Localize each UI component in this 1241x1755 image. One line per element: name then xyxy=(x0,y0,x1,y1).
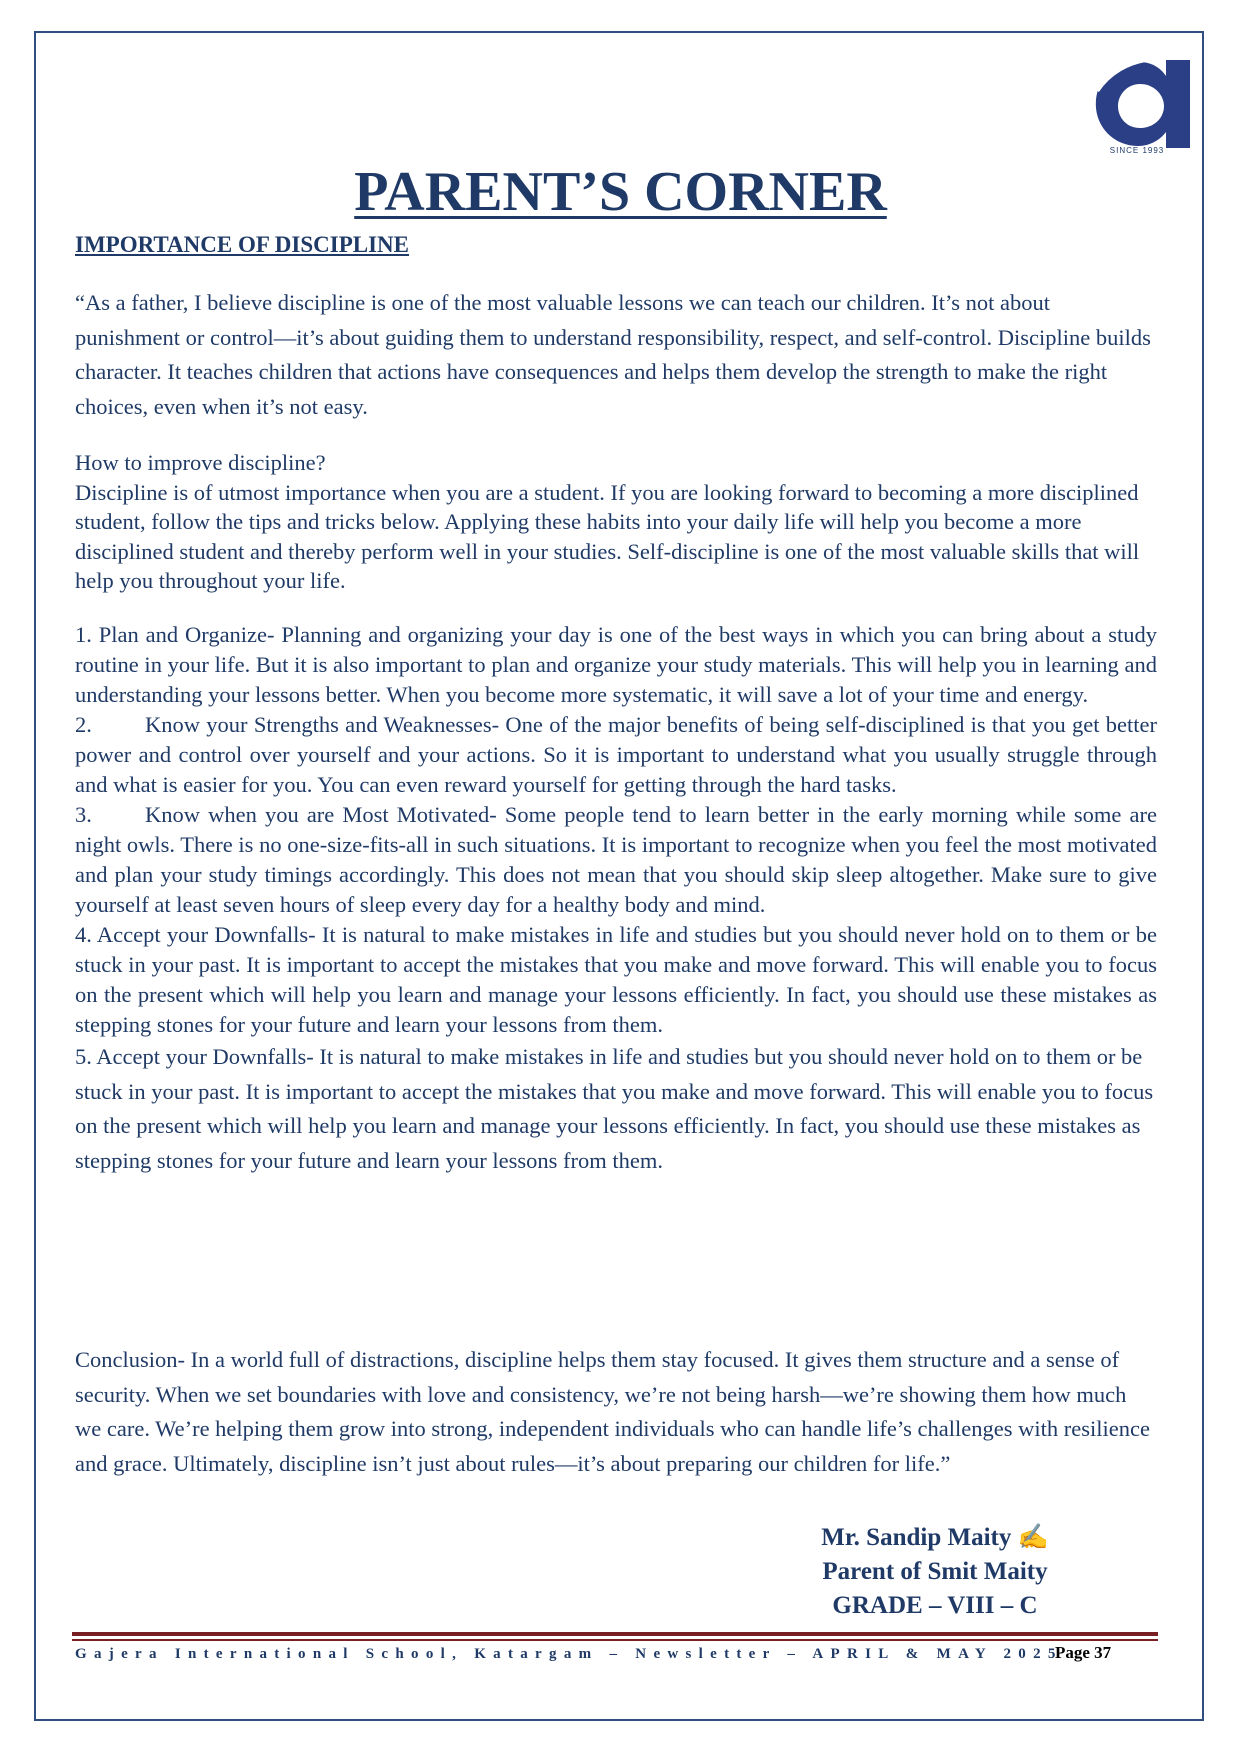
tip-text: Accept your Downfalls- It is natural to make mistakes in life and studies but you should never hold on to them or be stuck in your past. It is important to accept the mistakes that you make and move forward. This will enable you to focus on the present which will help you learn and manage your lessons efficiently. In fact, you should use these mistakes as stepping stones for your future and learn your lessons from them. xyxy=(75,1044,1154,1173)
footer-rule xyxy=(72,1632,1158,1636)
list-item xyxy=(75,800,1157,920)
signature-grade: GRADE – VIII – C xyxy=(832,1592,1038,1619)
list-item xyxy=(75,1040,1157,1178)
footer-rule-thin xyxy=(72,1639,1158,1641)
list-item xyxy=(75,620,1157,710)
list-item xyxy=(75,710,1157,800)
tip-text: Know your Strengths and Weaknesses- One of the major benefits of being self-disciplined is that you get better power and control over yourself and your actions. So it is important to understand what you usually struggle through and what is easier for you. You can even reward yourself for getting through the hard tasks. xyxy=(75,712,1157,797)
page-number: Page 37 xyxy=(1055,1643,1112,1662)
tip-number: 4. xyxy=(75,922,92,947)
tip-number: 5. xyxy=(75,1044,92,1069)
tips-list xyxy=(75,620,1157,1178)
signature-name: Mr. Sandip Maity ✍ xyxy=(821,1524,1049,1551)
footer-text: Gajera International School, Katargam – Newsletter – APRIL & MAY 2025 xyxy=(75,1646,1063,1662)
tip-number: 3. xyxy=(75,802,92,827)
tip-number: 1. xyxy=(75,622,92,647)
intro-paragraph: “As a father, I believe discipline is one of the most valuable lessons we can teach our children. It’s not about punishment or control—it’s about guiding them to understand responsibility, respect, and self-control. Discipline builds character. It teaches children that actions have consequences and helps them develop the strength to make the right choices, even when it’s not easy. xyxy=(75,290,1151,419)
how-text: Discipline is of utmost importance when you are a student. If you are looking forward to becoming a more disciplined student, follow the tips and tricks below. Applying these habits into your daily life will help you become a more disciplined student and thereby perform well in your studies. Self-discipline is one of the most valuable skills that will help you throughout your life. xyxy=(75,479,1140,593)
tip-text: Plan and Organize- Planning and organizing your day is one of the best ways in which you can bring about a study routine in your life. But it is also important to plan and organize your study materials. This will help you in learning and understanding your lessons better. When you become more systematic, it will save a lot of your time and energy. xyxy=(75,622,1158,707)
logo-tagline: SINCE 1993 xyxy=(1109,146,1165,155)
page-title: PARENT’S CORNER xyxy=(354,161,887,223)
tip-text: Know when you are Most Motivated- Some people tend to learn better in the early morning while some are night owls. There is no one-size-fits-all in such situations. It is important to recognize when you feel the most motivated and plan your study timings accordingly. This does not mean that you should skip sleep altogether. Make sure to give yourself at least seven hours of sleep every day for a healthy body and mind. xyxy=(75,802,1157,917)
tip-number: 2. xyxy=(75,712,92,737)
school-logo-icon xyxy=(1088,50,1200,160)
section-heading: IMPORTANCE OF DISCIPLINE xyxy=(75,232,409,257)
list-item xyxy=(75,920,1157,1040)
how-to-improve-section xyxy=(75,448,1157,596)
how-question: How to improve discipline? xyxy=(75,450,326,475)
conclusion-paragraph: Conclusion- In a world full of distractions, discipline helps them stay focused. It gives them structure and a sense of security. When we set boundaries with love and consistency, we’re not being harsh—we’re showing them how much we care. We’re helping them grow into strong, independent individuals who can handle life’s challenges with resilience and grace. Ultimately, discipline isn’t just about rules—it’s about preparing our children for life.” xyxy=(75,1347,1150,1476)
tip-text: Accept your Downfalls- It is natural to make mistakes in life and studies but you should never hold on to them or be stuck in your past. It is important to accept the mistakes that you make and move forward. This will enable you to focus on the present which will help you learn and manage your lessons efficiently. In fact, you should use these mistakes as stepping stones for your future and learn your lessons from them. xyxy=(75,922,1158,1037)
signature-relation: Parent of Smit Maity xyxy=(822,1558,1048,1585)
